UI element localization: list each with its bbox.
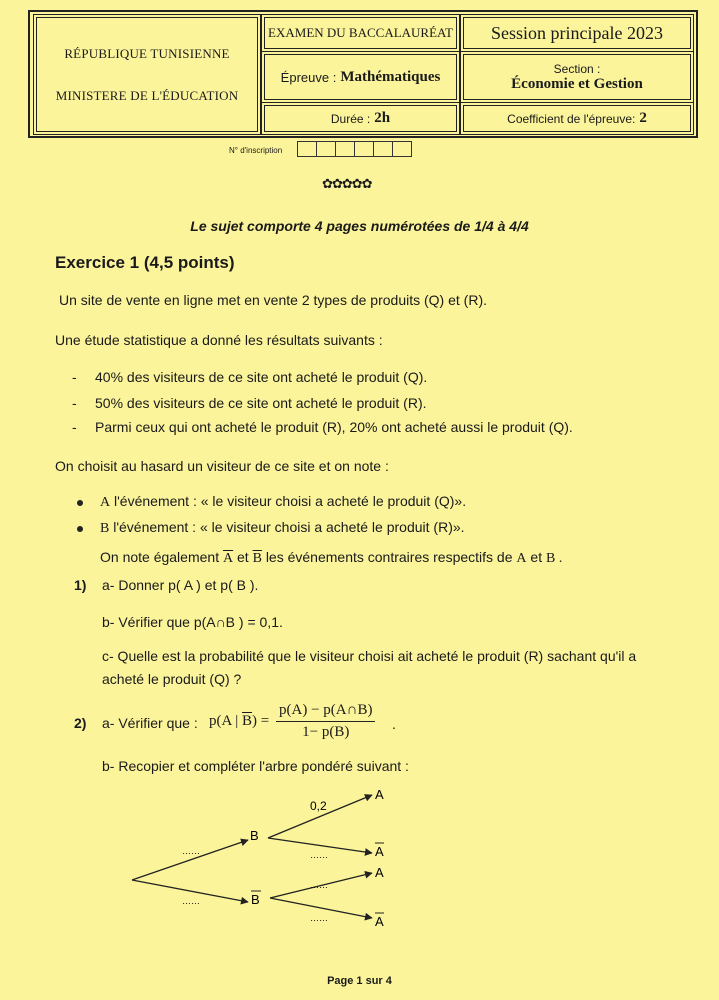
event-b-letter: B bbox=[100, 521, 110, 536]
question-number: 2) bbox=[74, 715, 87, 731]
session-title: Session principale 2023 bbox=[491, 22, 663, 43]
question-1c-cont: acheté le produit (Q) ? bbox=[102, 671, 242, 687]
formula-fraction bbox=[276, 702, 375, 741]
duree-box bbox=[264, 105, 457, 132]
epreuve-box bbox=[264, 54, 457, 100]
note-et2: et bbox=[530, 549, 543, 565]
note-start: On note également bbox=[100, 549, 220, 565]
section-box bbox=[463, 54, 691, 100]
country-name: RÉPUBLIQUE TUNISIENNE bbox=[64, 45, 230, 61]
duree-value: 2h bbox=[374, 110, 391, 126]
list-dash: - bbox=[72, 395, 77, 411]
question-1a: a- Donner p( A ) et p( B ). bbox=[102, 577, 259, 593]
list-dash: - bbox=[72, 419, 77, 435]
event-a-text: l'événement : « le visiteur choisi a acheté le produit (Q)». bbox=[114, 493, 467, 509]
question-number: 1) bbox=[74, 577, 87, 593]
inscription-cell[interactable] bbox=[297, 141, 317, 157]
question-1c: c- Quelle est la probabilité que le visiteur choisi ait acheté le produit (R) sachant qu'il a bbox=[102, 648, 637, 664]
flower-ornament-icon: ✿✿✿✿✿ bbox=[322, 176, 372, 191]
inscription-cell[interactable] bbox=[316, 141, 336, 157]
list-dash: - bbox=[72, 369, 77, 385]
tree-leaf-a: A bbox=[375, 865, 384, 880]
inscription-cell[interactable] bbox=[392, 141, 412, 157]
bullet-dot-icon bbox=[77, 526, 83, 532]
event-a-definition bbox=[100, 493, 466, 511]
note-et: et bbox=[237, 549, 249, 565]
list-item: Parmi ceux qui ont acheté le produit (R), 20% ont acheté aussi le produit (Q). bbox=[95, 419, 573, 435]
note-a: A bbox=[516, 551, 527, 566]
branch-probability-label: 0,2 bbox=[310, 799, 327, 813]
complement-note bbox=[100, 549, 562, 567]
lhs-b-complement: $\overline{B}$ bbox=[242, 713, 253, 729]
probability-tree bbox=[120, 780, 420, 940]
event-b-definition bbox=[100, 519, 465, 537]
question-2b: b- Recopier et compléter l'arbre pondéré suivant : bbox=[102, 758, 409, 774]
event-b-text: l'événement : « le visiteur choisi a acheté le produit (R)». bbox=[113, 519, 465, 535]
note-end: les événements contraires respectifs de bbox=[265, 549, 513, 565]
exercise-intro-results: Une étude statistique a donné les résultats suivants : bbox=[55, 332, 383, 348]
session-box bbox=[463, 17, 691, 49]
tree-leaf-a: A bbox=[375, 787, 384, 802]
exam-header bbox=[28, 10, 698, 138]
coefficient-label: Coefficient de l'épreuve: bbox=[507, 111, 636, 126]
institution-block bbox=[36, 17, 258, 132]
b-complement: $\overline{B}$ bbox=[252, 551, 262, 566]
lhs-end: ) = bbox=[252, 713, 270, 729]
blank-field[interactable]: …… bbox=[182, 896, 200, 906]
question-1b: b- Vérifier que p(A∩B ) = 0,1. bbox=[102, 614, 283, 630]
inscription-cell[interactable] bbox=[373, 141, 393, 157]
page-count-note: Le sujet comporte 4 pages numérotées de 1/4 à 4/4 bbox=[190, 218, 529, 234]
exercise-intro: Un site de vente en ligne met en vente 2 types de produits (Q) et (R). bbox=[59, 292, 487, 308]
coefficient-value: 2 bbox=[639, 110, 647, 126]
note-b: B . bbox=[545, 551, 563, 566]
exam-title: EXAMEN DU BACCALAURÉAT bbox=[268, 25, 453, 40]
page-footer: Page 1 sur 4 bbox=[327, 975, 392, 987]
a-complement: $\overline{A}$ bbox=[222, 551, 234, 566]
tree-node-b-complement: B bbox=[251, 892, 260, 907]
inscription-cell[interactable] bbox=[335, 141, 355, 157]
inscription-number-field[interactable] bbox=[298, 141, 412, 157]
blank-field[interactable]: …… bbox=[310, 880, 328, 890]
blank-field[interactable]: …… bbox=[310, 913, 328, 923]
list-item: 40% des visiteurs de ce site ont acheté le produit (Q). bbox=[95, 369, 428, 385]
exam-title-box bbox=[264, 17, 457, 49]
blank-field[interactable]: …… bbox=[310, 850, 328, 860]
fraction-numerator: p(A) − p(A∩B) bbox=[276, 702, 375, 722]
duree-label: Durée : bbox=[330, 111, 371, 126]
fraction-denominator: 1− p(B) bbox=[302, 724, 350, 740]
formula-period: . bbox=[392, 716, 396, 732]
epreuve-label: Épreuve : bbox=[280, 69, 337, 85]
event-a-letter: A bbox=[100, 495, 111, 510]
list-item: 50% des visiteurs de ce site ont acheté le produit (R). bbox=[95, 395, 427, 411]
section-value: Économie et Gestion bbox=[511, 75, 643, 92]
ministry-name: MINISTERE DE L'ÉDUCATION bbox=[55, 87, 239, 103]
section-label: Section : bbox=[553, 61, 601, 76]
tree-leaf-a-complement: A bbox=[375, 844, 384, 859]
inscription-label: N° d'inscription bbox=[229, 146, 283, 155]
tree-leaf-a-complement: A bbox=[375, 914, 384, 929]
tree-node-b: B bbox=[250, 828, 259, 843]
choose-statement: On choisit au hasard un visiteur de ce site et on note : bbox=[55, 458, 389, 474]
lhs-start: p(A | bbox=[209, 713, 243, 729]
inscription-cell[interactable] bbox=[354, 141, 374, 157]
blank-field[interactable]: …… bbox=[182, 846, 200, 856]
epreuve-value: Mathématiques bbox=[340, 68, 441, 85]
conditional-probability-lhs bbox=[209, 713, 269, 730]
coefficient-box bbox=[463, 105, 691, 132]
bullet-dot-icon bbox=[77, 500, 83, 506]
question-2a-label: a- Vérifier que : bbox=[102, 715, 198, 731]
exercise-title: Exercice 1 (4,5 points) bbox=[55, 253, 235, 272]
